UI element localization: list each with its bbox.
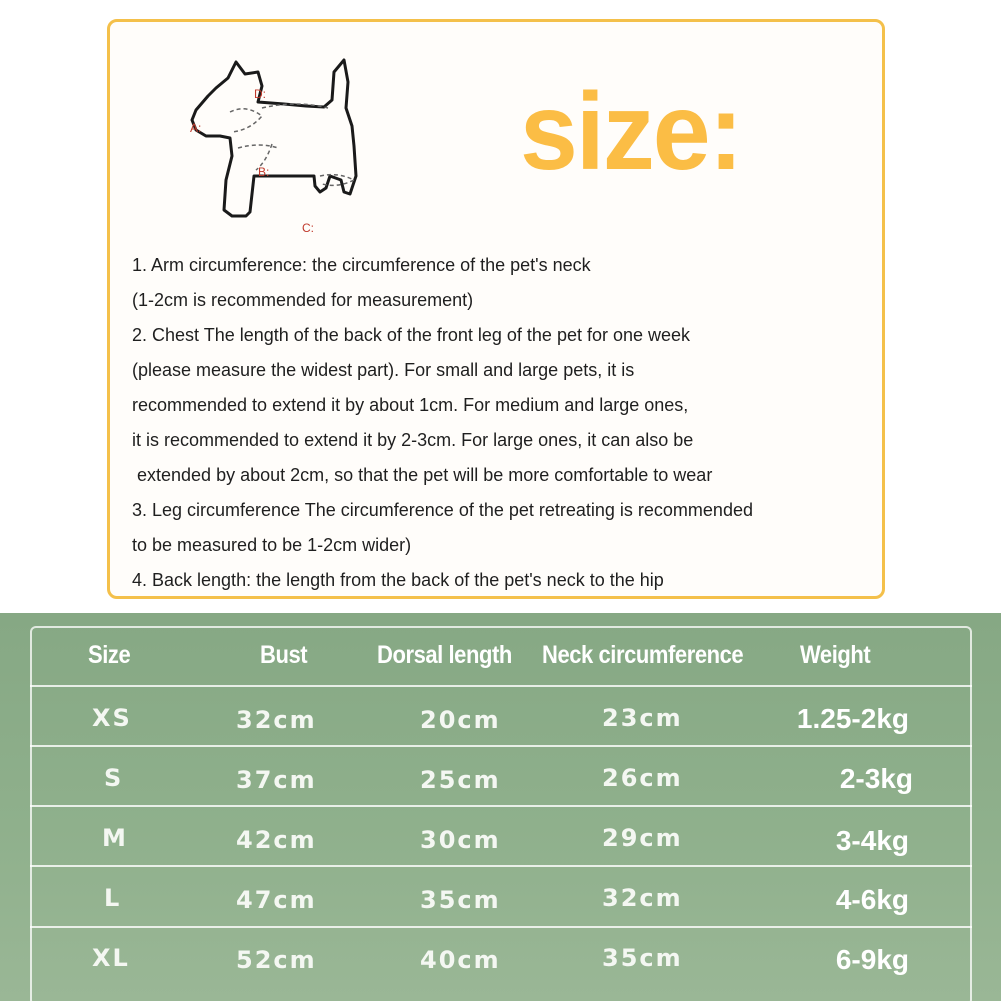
dog-outline [192, 60, 356, 216]
note-line: (1-2cm is recommended for measurement) [132, 290, 474, 310]
cell-bust: 37cm [236, 766, 317, 794]
label-a: A: [190, 121, 202, 135]
header-neck-circumference: Neck circumference [542, 641, 744, 669]
cell-size: XS [92, 704, 132, 732]
cell-neck: 29cm [602, 824, 683, 852]
note-line: 3. Leg circumference The circumference of the pet retreating is recommended [132, 500, 753, 520]
note-line: 1. Arm circumference: the circumference of the pet's neck [132, 255, 591, 275]
cell-bust: 52cm [236, 946, 317, 974]
cell-neck: 26cm [602, 764, 683, 792]
note-line: 2. Chest The length of the back of the front leg of the pet for one week [132, 325, 691, 345]
cell-weight: 6-9kg [835, 944, 909, 975]
cell-dorsal: 25cm [420, 766, 501, 794]
cell-bust: 42cm [236, 826, 317, 854]
note-line: to be measured to be 1-2cm wider) [132, 535, 412, 555]
cell-bust: 32cm [236, 706, 317, 734]
cell-neck: 23cm [602, 704, 683, 732]
label-c: C: [302, 221, 314, 235]
cell-size: XL [92, 944, 130, 972]
cell-dorsal: 35cm [420, 886, 501, 914]
cell-weight: 3-4kg [835, 825, 909, 856]
size-guide-card [107, 19, 885, 599]
cell-weight: 4-6kg [835, 884, 909, 915]
label-b: B: [258, 165, 270, 179]
dog-measurement-diagram [150, 52, 380, 242]
cell-dorsal: 30cm [420, 826, 501, 854]
header-weight: Weight [800, 641, 871, 669]
note-line: it is recommended to extend it by 2-3cm. For large ones, it can also be [132, 430, 694, 450]
label-d: D: [254, 87, 266, 101]
header-bust: Bust [260, 641, 308, 669]
cell-weight: 1.25-2kg [796, 703, 909, 734]
note-line: (please measure the widest part). For small and large pets, it is [132, 360, 635, 380]
cell-bust: 47cm [236, 886, 317, 914]
cell-size: M [102, 824, 128, 852]
row-divider [30, 685, 972, 687]
cell-weight: 2-3kg [839, 763, 913, 794]
row-divider [30, 805, 972, 807]
row-divider [30, 865, 972, 867]
neck-measure-line [230, 109, 262, 132]
row-divider [30, 745, 972, 747]
cell-size: L [104, 884, 122, 912]
cell-dorsal: 20cm [420, 706, 501, 734]
cell-dorsal: 40cm [420, 946, 501, 974]
row-divider [30, 926, 972, 928]
header-size: Size [88, 641, 131, 669]
size-table-frame [30, 626, 972, 1006]
size-heading: size: [520, 71, 742, 193]
note-line: extended by about 2cm, so that the pet will be more comfortable to wear [132, 465, 713, 485]
cell-neck: 32cm [602, 884, 683, 912]
cell-size: S [104, 764, 124, 792]
header-dorsal-length: Dorsal length [377, 641, 512, 669]
cell-neck: 35cm [602, 944, 683, 972]
size-table-panel [0, 613, 1001, 1001]
note-line: recommended to extend it by about 1cm. For medium and large ones, [132, 395, 689, 415]
measurement-notes [132, 248, 753, 598]
note-line: 4. Back length: the length from the back of the pet's neck to the hip [132, 570, 664, 590]
